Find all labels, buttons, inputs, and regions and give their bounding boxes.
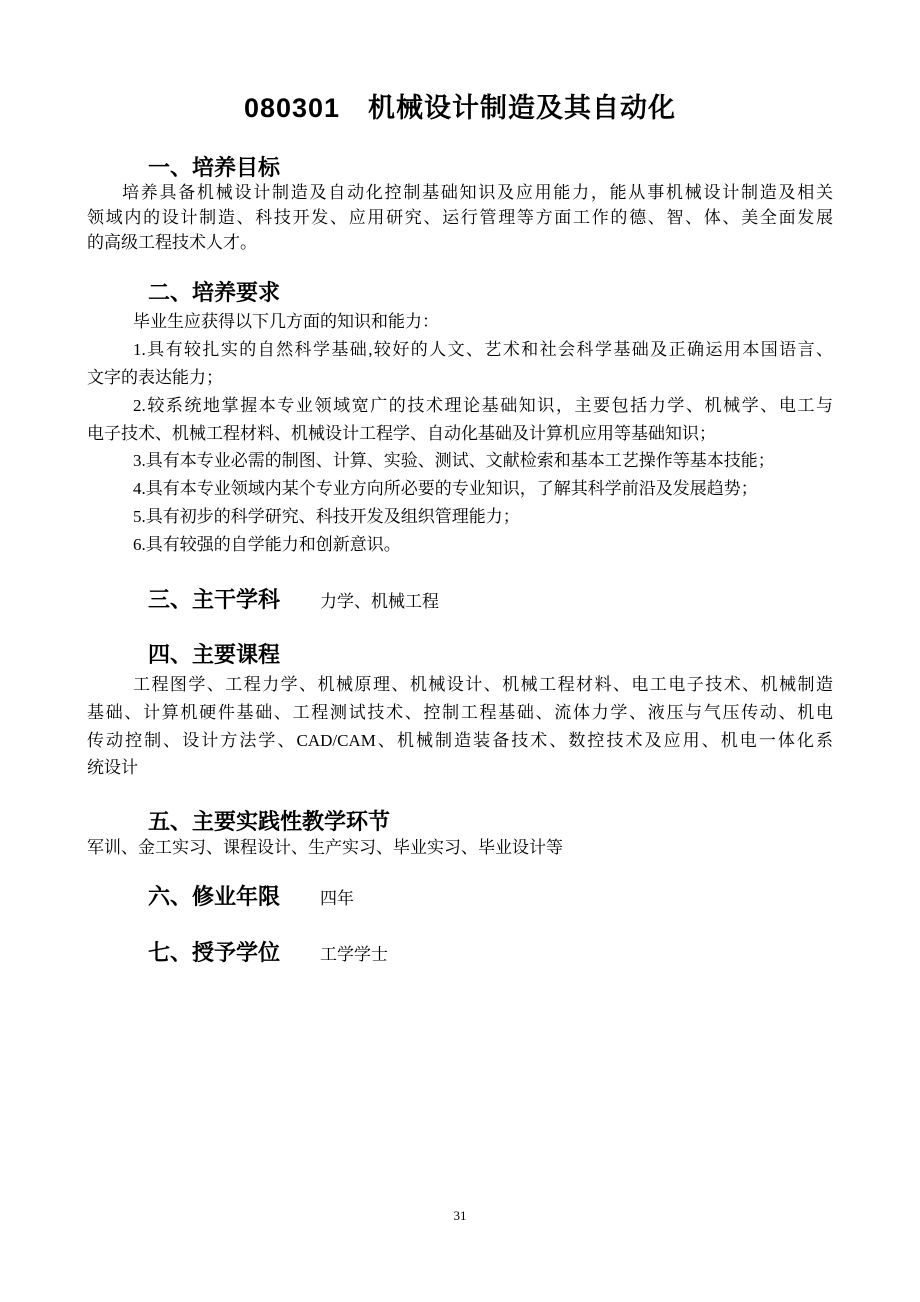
section-heading-main-courses: 四、主要课程 xyxy=(148,642,281,667)
section-heading-main-disciplines: 三、主干学科 xyxy=(148,587,281,612)
requirement-item-cont: 电子技术、机械工程材料、机械设计工程学、自动化基础及计算机应用等基础知识； xyxy=(87,424,716,443)
courses-line: 工程图学、工程力学、机械原理、机械设计、机械工程材料、电工电子技术、机械制造 xyxy=(133,675,833,694)
major-name: 机械设计制造及其自动化 xyxy=(368,93,677,123)
requirement-item-cont: 文字的表达能力； xyxy=(87,368,223,387)
requirement-item: 2.较系统地掌握本专业领域宽广的技术理论基础知识，主要包括力学、机械学、电工与 xyxy=(133,396,833,415)
requirement-item: 1.具有较扎实的自然科学基础,较好的人文、艺术和社会科学基础及正确运用本国语言、 xyxy=(133,340,833,359)
major-code: 080301 xyxy=(243,93,341,123)
paragraph-line: 领域内的设计制造、科技开发、应用研究、运行管理等方面工作的德、智、体、美全面发展 xyxy=(87,208,833,227)
section-heading-requirements: 二、培养要求 xyxy=(148,280,281,305)
courses-line: 统设计 xyxy=(87,758,138,777)
requirements-intro: 毕业生应获得以下几方面的知识和能力： xyxy=(133,312,439,331)
requirement-item: 3.具有本专业必需的制图、计算、实验、测试、文献检索和基本工艺操作等基本技能； xyxy=(133,451,775,470)
courses-line: 传动控制、设计方法学、CAD/CAM、机械制造装备技术、数控技术及应用、机电一体化系 xyxy=(87,731,833,750)
main-disciplines-value: 力学、机械工程 xyxy=(320,592,439,611)
page-number: 31 xyxy=(453,1208,467,1223)
section-heading-objectives: 一、培养目标 xyxy=(148,155,281,180)
requirement-item: 5.具有初步的科学研究、科技开发及组织管理能力； xyxy=(133,507,520,526)
page-title xyxy=(0,86,920,125)
section-heading-duration: 六、修业年限 xyxy=(148,884,281,909)
degree-value: 工学学士 xyxy=(320,945,388,964)
requirement-item: 6.具有较强的自学能力和创新意识。 xyxy=(133,535,401,554)
section-heading-practice: 五、主要实践性教学环节 xyxy=(148,809,391,834)
courses-line: 基础、计算机硬件基础、工程测试技术、控制工程基础、流体力学、液压与气压传动、机电 xyxy=(87,703,833,722)
duration-value: 四年 xyxy=(320,889,354,908)
paragraph-line: 培养具备机械设计制造及自动化控制基础知识及应用能力，能从事机械设计制造及相关 xyxy=(122,183,833,202)
section-heading-degree: 七、授予学位 xyxy=(148,940,281,965)
practice-value: 军训、金工实习、课程设计、生产实习、毕业实习、毕业设计等 xyxy=(87,838,563,857)
paragraph-line: 的高级工程技术人才。 xyxy=(87,233,257,252)
requirement-item: 4.具有本专业领域内某个专业方向所必要的专业知识，了解其科学前沿及发展趋势； xyxy=(133,479,758,498)
